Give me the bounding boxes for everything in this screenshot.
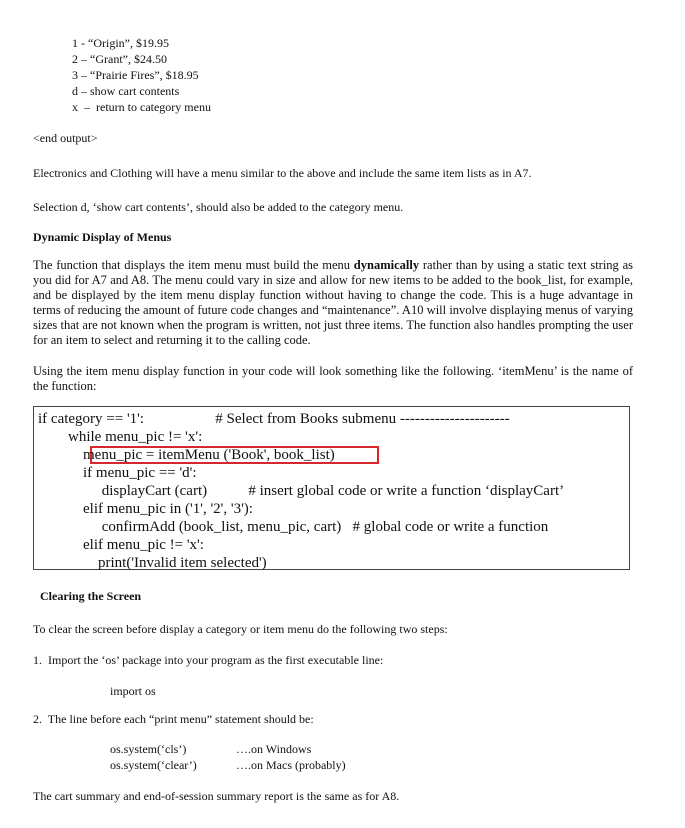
clear-paragraph: To clear the screen before display a category or item menu do the following two steps: bbox=[33, 622, 448, 636]
dynamic-text-end: rather than by using a static text string as you did for A7 and A8. The menu could vary in size and allow for new items to be added to the book_list, for example, and be displayed by the item menu display function without having to change the code. This is a huge advantage in terms of reducing the amount of future code changes and “maintenance”. A10 will involve displaying menus of varying sizes that are not known when the program is written, not just three items. The function also handles prompting the user for an item to select and returning it to the calling code. bbox=[33, 258, 633, 347]
selection-paragraph: Selection d, ‘show cart contents’, should also be added to the category menu. bbox=[33, 200, 404, 214]
dynamic-paragraph bbox=[33, 258, 633, 348]
step-1: 1. Import the ‘os’ package into your program as the first executable line: bbox=[33, 653, 384, 667]
menu-line-2: 2 – “Grant”, $24.50 bbox=[72, 52, 167, 66]
os-cmd-windows: os.system(‘cls’) bbox=[110, 742, 187, 756]
code-line-1: if category == '1': # Select from Books submenu ---------------------- bbox=[38, 411, 510, 427]
os-cmd-mac: os.system(‘clear’) bbox=[110, 758, 197, 772]
heading-clearing-screen: Clearing the Screen bbox=[40, 589, 142, 603]
dynamic-text-start: The function that displays the item menu must build the menu bbox=[33, 258, 354, 272]
electronics-paragraph: Electronics and Clothing will have a menu similar to the above and include the same item lists as in A7. bbox=[33, 166, 532, 180]
menu-line-5: x – return to category menu bbox=[72, 100, 211, 114]
code-line-2: while menu_pic != 'x': bbox=[38, 429, 203, 445]
using-paragraph: Using the item menu display function in your code will look something like the following. ‘itemMenu’ is the name of the function: bbox=[33, 364, 633, 393]
heading-dynamic-display: Dynamic Display of Menus bbox=[33, 230, 172, 244]
final-paragraph: The cart summary and end-of-session summary report is the same as for A8. bbox=[33, 789, 400, 803]
dynamic-bold-word: dynamically bbox=[353, 258, 420, 272]
menu-line-1: 1 - “Origin”, $19.95 bbox=[72, 36, 169, 50]
end-output-marker: <end output> bbox=[33, 131, 98, 145]
menu-line-4: d – show cart contents bbox=[72, 84, 180, 98]
os-note-mac: ….on Macs (probably) bbox=[236, 758, 346, 772]
menu-line-3: 3 – “Prairie Fires”, $18.95 bbox=[72, 68, 199, 82]
code-line-9: print('Invalid item selected') bbox=[38, 555, 267, 571]
code-line-3: menu_pic = itemMenu ('Book', book_list) bbox=[38, 447, 335, 463]
code-line-7: confirmAdd (book_list, menu_pic, cart) # global code or write a function bbox=[38, 519, 549, 535]
code-line-5: displayCart (cart) # insert global code or write a function ‘displayCart’ bbox=[38, 483, 565, 499]
code-line-4: if menu_pic == 'd': bbox=[38, 465, 197, 481]
code-line-8: elif menu_pic != 'x': bbox=[38, 537, 204, 553]
code-line-6: elif menu_pic in ('1', '2', '3'): bbox=[38, 501, 253, 517]
step-2: 2. The line before each “print menu” statement should be: bbox=[33, 712, 314, 726]
os-note-windows: ….on Windows bbox=[236, 742, 312, 756]
import-line: import os bbox=[110, 684, 156, 698]
